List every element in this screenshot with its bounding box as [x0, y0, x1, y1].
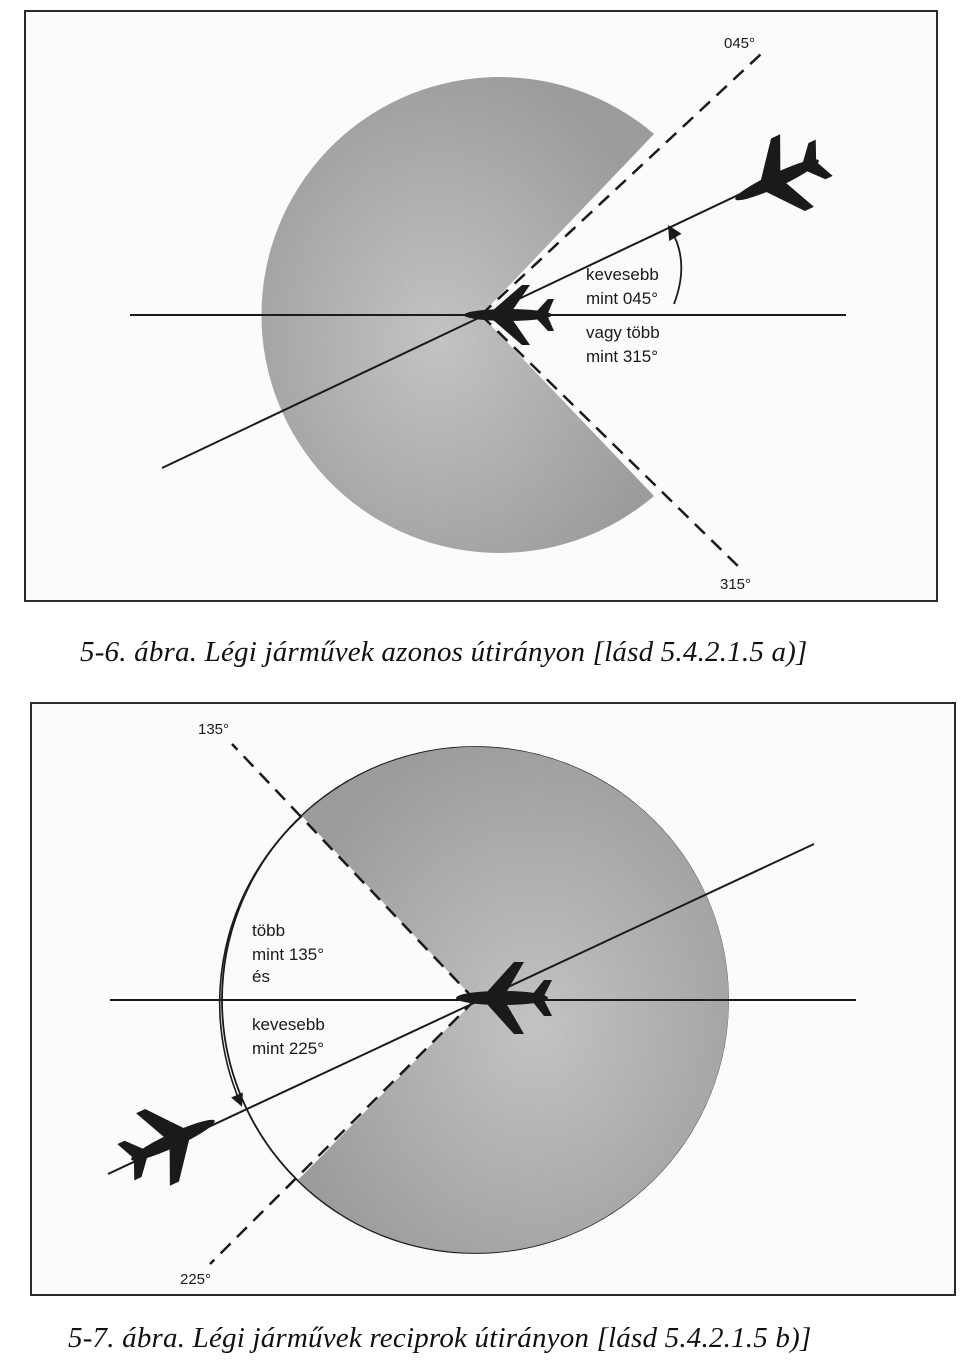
bearing-label-bottom: 225° — [180, 1271, 212, 1288]
figure-caption: 5-6. ábra. Légi járművek azonos útirányon [lásd 5.4.2.1.5 a)] — [80, 636, 808, 668]
diagram-reciprocal-track — [32, 704, 954, 1294]
diagram-same-track — [26, 12, 936, 600]
arrow-icon — [671, 230, 681, 304]
note-line-1: kevesebb — [586, 265, 659, 284]
note-line-3: és — [252, 967, 270, 986]
aircraft-icon — [718, 122, 841, 236]
bearing-label-top: 045° — [724, 35, 756, 52]
figure-reciprocal-track — [30, 702, 956, 1296]
note-line-3: vagy több — [586, 323, 660, 342]
bearing-label-top: 135° — [198, 721, 230, 738]
note-line-2: mint 045° — [586, 289, 659, 308]
figure-caption: 5-7. ábra. Légi járművek reciprok útirányon [lásd 5.4.2.1.5 b)] — [68, 1322, 812, 1354]
note-line-1: több — [252, 921, 286, 940]
figure-same-track — [24, 10, 938, 602]
note-line-4: mint 315° — [586, 347, 659, 366]
note-line-5: mint 225° — [252, 1039, 325, 1058]
aircraft-icon — [109, 1085, 232, 1199]
note-line-2: mint 135° — [252, 945, 325, 964]
bearing-label-bottom: 315° — [720, 576, 752, 593]
note-line-4: kevesebb — [252, 1015, 325, 1034]
